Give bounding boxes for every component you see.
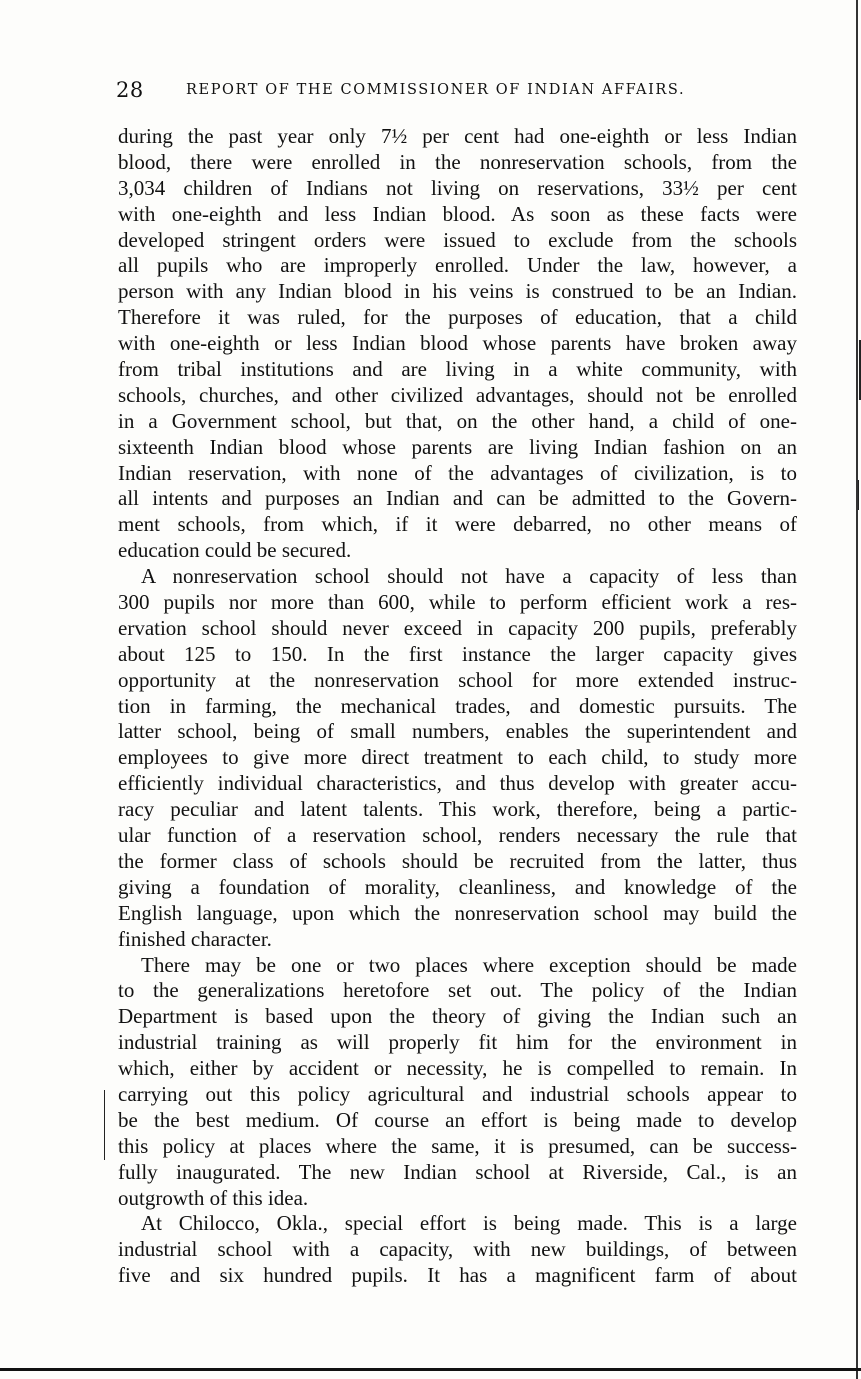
text-line: in a Government school, but that, on the other hand, a child of one- [118,408,797,433]
text-line: all intents and purposes an Indian and can be admitted to the Govern- [118,486,797,511]
text-line: schools, churches, and other civilized advantages, should not be enrolled [118,382,797,407]
page-number: 28 [116,78,144,102]
text-line: fully inaugurated. The new Indian school at Riverside, Cal., is an [118,1159,797,1184]
text-line: A nonreservation school should not have a capacity of less than [141,564,797,589]
text-line: latter school, being of small numbers, enables the superintendent and [118,719,797,744]
text-line: to the generalizations heretofore set out. The policy of the Indian [118,978,797,1003]
paragraph-1 [118,124,797,564]
text-line: with one-eighth or less Indian blood whose parents have broken away [118,331,797,356]
text-line: during the past year only 7½ per cent had one-eighth or less Indian [118,124,797,148]
text-line: racy peculiar and latent talents. This work, therefore, being a partic- [118,797,797,822]
text-line: blood, there were enrolled in the nonreservation schools, from the [118,149,797,174]
running-head: REPORT OF THE COMMISSIONER OF INDIAN AFFAIRS. [186,82,686,98]
text-line: ular function of a reservation school, renders necessary the rule that [118,823,797,848]
text-line: Therefore it was ruled, for the purposes of education, that a child [118,305,797,330]
text-line: Department is based upon the theory of giving the Indian such an [118,1004,797,1029]
text-line: English language, upon which the nonreservation school may build the [118,900,797,925]
text-line: education could be secured. [118,538,352,563]
text-line: employees to give more direct treatment to each child, to study more [118,745,797,770]
text-line: carrying out this policy agricultural and industrial schools appear to [118,1081,797,1106]
text-line: There may be one or two places where exception should be made [141,952,797,977]
text-line: Indian reservation, with none of the advantages of civilization, is to [118,460,797,485]
text-line: with one-eighth and less Indian blood. As soon as these facts were [118,201,797,226]
text-line: ervation school should never exceed in capacity 200 pupils, preferably [118,615,797,640]
text-line: tion in farming, the mechanical trades, and domestic pursuits. The [118,693,797,718]
text-line: all pupils who are improperly enrolled. Under the law, however, a [118,253,797,278]
text-line: efficiently individual characteristics, and thus develop with greater accu- [118,771,797,796]
text-line: 300 pupils nor more than 600, while to perform efficient work a res- [118,590,797,615]
text-line: about 125 to 150. In the first instance the larger capacity gives [118,641,797,666]
text-line: sixteenth Indian blood whose parents are living Indian fashion on an [118,434,797,459]
text-line: industrial school with a capacity, with new buildings, of between [118,1237,797,1262]
margin-mark [104,1090,105,1160]
text-line: outgrowth of this idea. [118,1185,309,1210]
page-edge-rule [856,0,858,1379]
text-line: industrial training as will properly fit him for the environment in [118,1030,797,1055]
body-text [118,124,797,1289]
text-line: person with any Indian blood in his veins is construed to be an Indian. [118,279,797,304]
text-line: opportunity at the nonreservation school for more extended instruc- [118,667,797,692]
text-line: finished character. [118,926,272,951]
text-line: from tribal institutions and are living in a white community, with [118,357,797,382]
text-line: 3,034 children of Indians not living on reservations, 33½ per cent [118,175,797,200]
text-line: developed stringent orders were issued to exclude from the schools [118,227,797,252]
text-line: giving a foundation of morality, cleanliness, and knowledge of the [118,874,797,899]
page-header [116,78,798,108]
text-line: ment schools, from which, if it were debarred, no other means of [118,512,797,537]
text-line: this policy at places where the same, it is presumed, can be success- [118,1133,797,1158]
text-line: At Chilocco, Okla., special effort is being made. This is a large [141,1211,797,1236]
paragraph-3 [118,953,797,1212]
text-line: the former class of schools should be recruited from the latter, thus [118,848,797,873]
paragraph-2 [118,564,797,952]
text-line: five and six hundred pupils. It has a magnificent farm of about [118,1263,797,1288]
paragraph-4 [118,1211,797,1289]
text-line: be the best medium. Of course an effort is being made to develop [118,1107,797,1132]
text-line: which, either by accident or necessity, he is compelled to remain. In [118,1056,797,1081]
page-bottom-rule [0,1368,861,1371]
